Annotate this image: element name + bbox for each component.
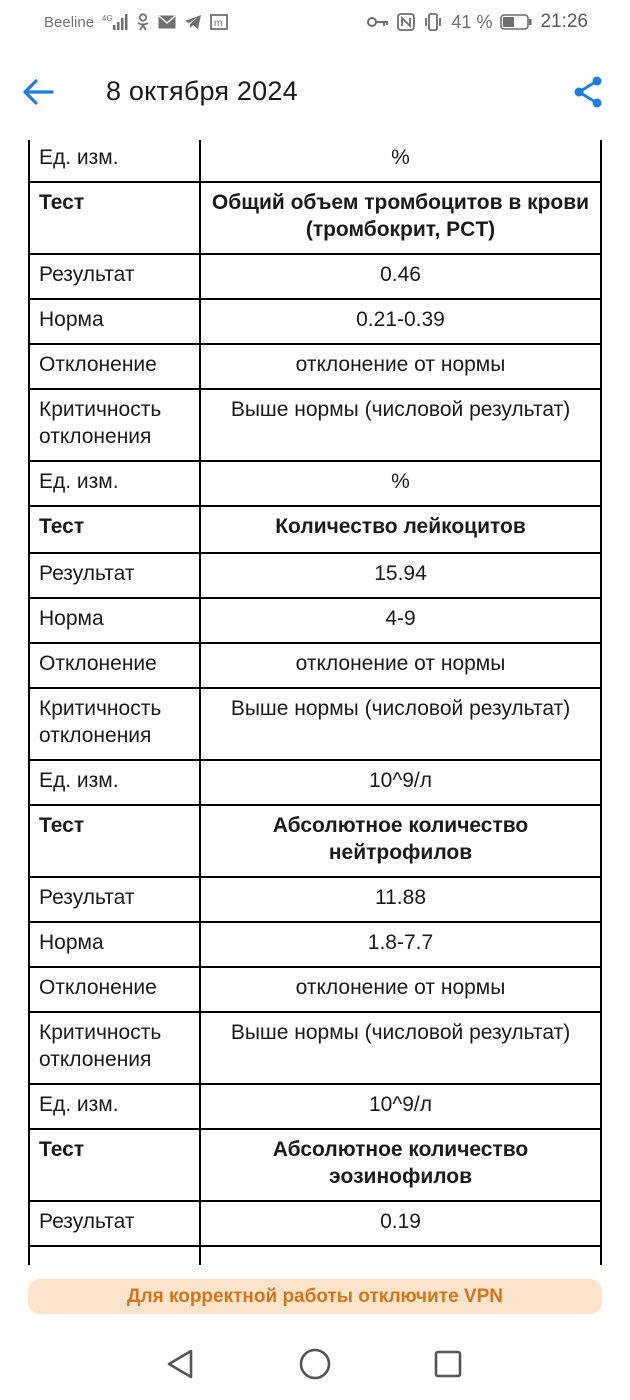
square-recents-icon <box>433 1349 463 1384</box>
row-value: отклонение от нормы <box>295 652 506 675</box>
status-bar-left <box>44 13 228 31</box>
table-row <box>30 300 600 345</box>
odnoklassniki-icon <box>136 13 150 31</box>
table-row-test <box>30 183 600 255</box>
battery-percent: 41 % <box>451 11 493 32</box>
table-row <box>30 345 600 390</box>
row-value: 11.88 <box>375 886 426 909</box>
row-value: отклонение от нормы <box>295 976 506 999</box>
row-value: % <box>391 146 410 169</box>
gmail-icon <box>210 14 228 30</box>
vpn-warning-banner: Для корректной работы отключите VPN <box>28 1279 602 1314</box>
row-label <box>30 1247 201 1265</box>
table-row <box>30 689 600 761</box>
row-value: Выше нормы (числовой результат) <box>230 1021 571 1044</box>
row-value <box>201 1247 600 1265</box>
row-value: % <box>391 470 410 493</box>
row-label: Ед. изм. <box>30 140 201 181</box>
row-value: 1.8-7.7 <box>367 931 434 954</box>
row-label: Тест <box>30 507 201 552</box>
nfc-icon <box>397 13 415 31</box>
row-value: Выше нормы (числовой результат) <box>230 697 571 720</box>
row-value: 10^9/л <box>369 1093 432 1116</box>
table-row-partial <box>30 1247 600 1265</box>
row-label: Ед. изм. <box>30 462 201 505</box>
table-row <box>30 968 600 1013</box>
table-row <box>30 255 600 300</box>
table-row-test <box>30 806 600 878</box>
status-bar <box>0 0 630 44</box>
battery-icon <box>500 14 532 30</box>
row-label: Тест <box>30 183 201 253</box>
clock: 21:26 <box>540 11 588 32</box>
table-row <box>30 462 600 507</box>
row-label: Результат <box>30 1202 201 1245</box>
row-label: Норма <box>30 599 201 642</box>
row-value: 15.94 <box>374 562 427 585</box>
row-value: Количество лейкоцитов <box>275 515 526 538</box>
row-value: Абсолютное количество эозинофилов <box>272 1138 529 1188</box>
results-table <box>28 140 602 1265</box>
nav-back-button[interactable] <box>160 1346 200 1386</box>
row-value: Абсолютное количество нейтрофилов <box>272 814 529 864</box>
row-label: Ед. изм. <box>30 761 201 804</box>
table-row <box>30 1202 600 1247</box>
circle-home-icon <box>298 1347 332 1386</box>
row-label: Результат <box>30 878 201 921</box>
row-label: Норма <box>30 923 201 966</box>
row-value: 10^9/л <box>369 769 432 792</box>
table-row <box>30 390 600 462</box>
row-value: отклонение от нормы <box>295 353 506 376</box>
row-value: Выше нормы (числовой результат) <box>230 398 571 421</box>
row-label: Ед. изм. <box>30 1085 201 1128</box>
row-label: Результат <box>30 255 201 298</box>
navigation-bar <box>0 1330 630 1400</box>
row-label: Критичность отклонения <box>30 1013 201 1083</box>
key-icon <box>367 15 389 29</box>
row-label: Отклонение <box>30 345 201 388</box>
mail-icon <box>158 15 176 29</box>
table-rows <box>28 140 602 1265</box>
carrier-name: Beeline <box>44 13 95 31</box>
table-row <box>30 644 600 689</box>
table-row-test <box>30 1130 600 1202</box>
row-value: 0.19 <box>380 1210 421 1233</box>
page-title: 8 октября 2024 <box>106 76 298 106</box>
signal-icon <box>102 13 128 31</box>
table-row <box>30 878 600 923</box>
row-label: Отклонение <box>30 644 201 687</box>
triangle-back-icon <box>165 1348 195 1385</box>
table-row <box>30 761 600 806</box>
row-label: Тест <box>30 806 201 876</box>
row-value: Общий объем тромбоцитов в крови (тромбокрит, PCT) <box>211 191 590 241</box>
share-icon <box>573 76 603 113</box>
svg-text:4G: 4G <box>102 14 113 23</box>
arrow-back-icon <box>22 78 54 111</box>
svg-text:m: m <box>214 18 223 29</box>
row-value: 0.21-0.39 <box>356 308 445 331</box>
nav-recents-button[interactable] <box>428 1346 468 1386</box>
row-label: Результат <box>30 554 201 597</box>
row-label: Отклонение <box>30 968 201 1011</box>
row-label: Критичность отклонения <box>30 390 201 460</box>
table-row <box>30 1085 600 1130</box>
app-bar <box>0 60 630 126</box>
table-row <box>30 140 600 183</box>
table-row <box>30 554 600 599</box>
table-row <box>30 599 600 644</box>
telegram-icon <box>184 14 202 30</box>
row-label: Норма <box>30 300 201 343</box>
table-row <box>30 923 600 968</box>
table-row <box>30 1013 600 1085</box>
row-label: Критичность отклонения <box>30 689 201 759</box>
table-row-test <box>30 507 600 554</box>
row-value: 0.46 <box>380 263 421 286</box>
status-bar-right <box>367 11 588 33</box>
row-value: 4-9 <box>385 607 416 630</box>
vibrate-icon <box>423 13 443 31</box>
row-label: Тест <box>30 1130 201 1200</box>
share-button[interactable] <box>570 74 606 114</box>
nav-home-button[interactable] <box>295 1346 335 1386</box>
back-button[interactable] <box>18 74 58 114</box>
